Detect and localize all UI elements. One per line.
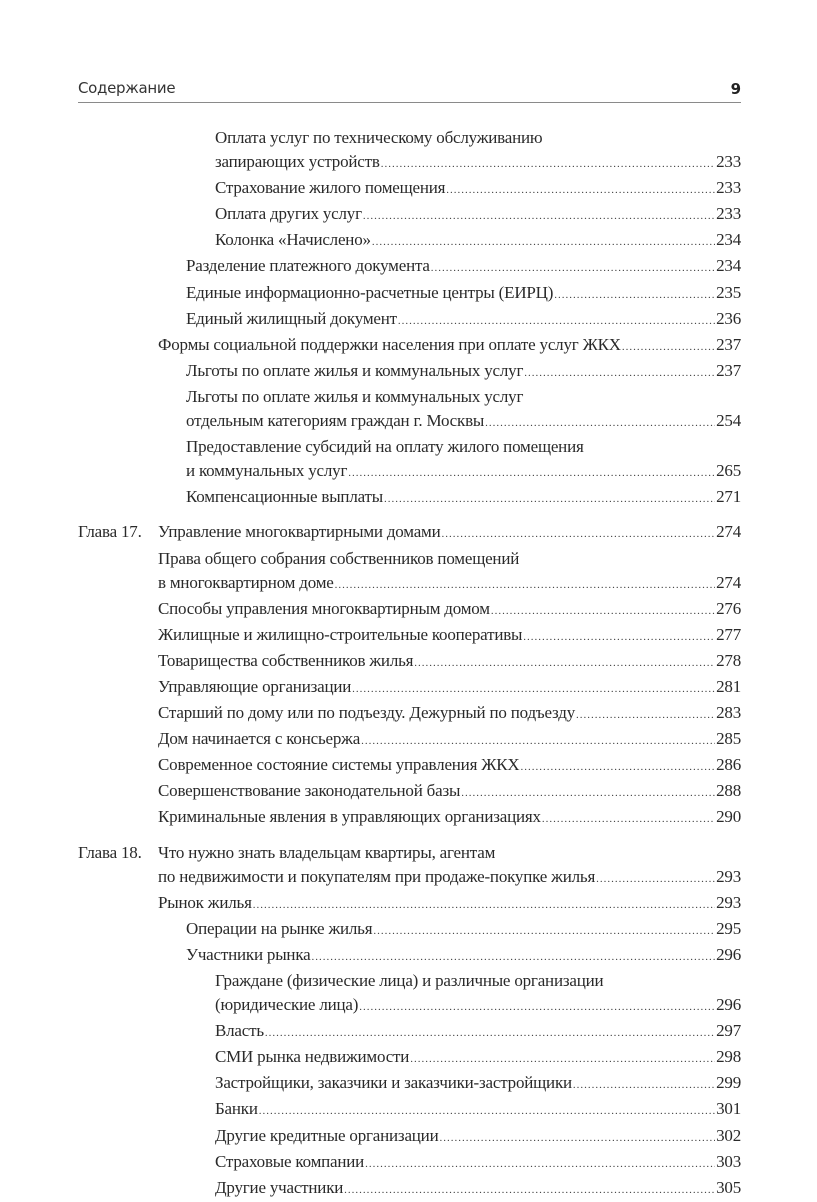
dot-leader bbox=[352, 677, 715, 701]
entry-page-number: 277 bbox=[716, 624, 741, 644]
dot-leader bbox=[446, 178, 715, 202]
dot-leader bbox=[439, 1126, 715, 1150]
entry-title: по недвижимости и покупателям при продаже-покупке жилья bbox=[158, 866, 596, 886]
entry-title: Страховые компании bbox=[215, 1151, 365, 1171]
toc-entry[interactable] bbox=[78, 1176, 741, 1202]
toc-entry[interactable] bbox=[78, 943, 741, 969]
entry-title: Старший по дому или по подъезду. Дежурный по подъезду bbox=[158, 703, 576, 723]
entry-page-number: 286 bbox=[716, 755, 741, 775]
dot-leader bbox=[384, 487, 715, 511]
entry-page-number: 295 bbox=[716, 918, 741, 938]
dot-leader bbox=[398, 309, 715, 333]
page-number: 9 bbox=[730, 80, 741, 98]
toc-entry[interactable] bbox=[78, 1124, 741, 1150]
toc-entry[interactable] bbox=[78, 779, 741, 805]
dot-leader bbox=[576, 703, 715, 727]
chapter-label: Глава 17. bbox=[78, 522, 142, 542]
toc-entry[interactable] bbox=[78, 126, 741, 176]
toc-entry[interactable] bbox=[78, 891, 741, 917]
dot-leader bbox=[259, 1099, 715, 1123]
toc-entry[interactable] bbox=[78, 917, 741, 943]
entry-title-line: Граждане (физические лица) и различные организации bbox=[215, 971, 604, 990]
entry-page-number: 303 bbox=[716, 1151, 741, 1171]
entry-title-line: Что нужно знать владельцам квартиры, агентам bbox=[158, 842, 496, 862]
toc-entry[interactable] bbox=[78, 281, 741, 307]
entry-title: Совершенствование законодательной базы bbox=[158, 781, 461, 801]
toc-entry[interactable] bbox=[78, 649, 741, 675]
entry-page-number: 254 bbox=[716, 411, 741, 431]
toc-entry[interactable] bbox=[78, 1019, 741, 1045]
entry-title: Страхование жилого помещения bbox=[215, 178, 446, 198]
entry-page-number: 290 bbox=[716, 807, 741, 827]
entry-page-number: 301 bbox=[716, 1099, 741, 1119]
entry-page-number: 305 bbox=[716, 1177, 741, 1197]
entry-page-number: 288 bbox=[716, 781, 741, 801]
table-of-contents bbox=[78, 126, 741, 1202]
entry-page-number: 233 bbox=[716, 204, 741, 224]
entry-title: Товарищества собственников жилья bbox=[158, 650, 414, 670]
dot-leader bbox=[381, 152, 715, 176]
toc-entry[interactable] bbox=[78, 254, 741, 280]
entry-title: Другие кредитные организации bbox=[215, 1125, 439, 1145]
entry-title: Банки bbox=[215, 1099, 258, 1119]
dot-leader bbox=[596, 867, 715, 891]
dot-leader bbox=[521, 755, 716, 779]
entry-page-number: 237 bbox=[716, 360, 741, 380]
entry-page-number: 293 bbox=[716, 892, 741, 912]
dot-leader bbox=[442, 522, 716, 546]
dot-leader bbox=[335, 573, 715, 597]
dot-leader bbox=[363, 204, 715, 228]
dot-leader bbox=[344, 1178, 715, 1202]
toc-entry[interactable] bbox=[78, 202, 741, 228]
toc-entry[interactable] bbox=[78, 1097, 741, 1123]
entry-title-line: Права общего собрания собственников помещений bbox=[158, 548, 520, 568]
entry-title: Дом начинается с консьержа bbox=[158, 729, 361, 749]
entry-page-number: 271 bbox=[716, 487, 741, 507]
toc-entry[interactable] bbox=[78, 333, 741, 359]
dot-leader bbox=[373, 919, 715, 943]
entry-page-number: 234 bbox=[716, 256, 741, 276]
toc-entry[interactable] bbox=[78, 727, 741, 753]
entry-page-number: 236 bbox=[716, 308, 741, 328]
dot-leader bbox=[253, 893, 715, 917]
dot-leader bbox=[359, 995, 715, 1019]
entry-page-number: 293 bbox=[716, 866, 741, 886]
entry-title: Компенсационные выплаты bbox=[186, 487, 383, 507]
dot-leader bbox=[461, 781, 715, 805]
dot-leader bbox=[372, 230, 715, 254]
entry-title: СМИ рынка недвижимости bbox=[215, 1047, 410, 1067]
entry-title: Рынок жилья bbox=[158, 892, 252, 912]
entry-title: Криминальные явления в управляющих организациях bbox=[158, 807, 541, 827]
toc-entry[interactable] bbox=[78, 969, 741, 1019]
header-title: Содержание bbox=[78, 79, 176, 97]
dot-leader bbox=[431, 256, 715, 280]
entry-title: Единые информационно-расчетные центры (ЕИРЦ) bbox=[186, 282, 554, 302]
entry-title: (юридические лица) bbox=[215, 995, 359, 1015]
entry-page-number: 297 bbox=[716, 1021, 741, 1041]
dot-leader bbox=[523, 625, 715, 649]
entry-title: Современное состояние системы управления ЖКХ bbox=[158, 755, 520, 775]
entry-page-number: 298 bbox=[716, 1047, 741, 1067]
entry-title: запирающих устройств bbox=[215, 152, 380, 172]
toc-entry[interactable] bbox=[78, 753, 741, 779]
dot-leader bbox=[573, 1073, 715, 1097]
toc-entry[interactable] bbox=[78, 307, 741, 333]
entry-title: Формы социальной поддержки населения при оплате услуг ЖКХ bbox=[158, 334, 621, 354]
entry-title: Власть bbox=[215, 1021, 264, 1041]
entry-title-line: Льготы по оплате жилья и коммунальных услуг bbox=[186, 386, 524, 406]
entry-title: Льготы по оплате жилья и коммунальных услуг bbox=[186, 360, 524, 380]
toc-chapter-entry[interactable] bbox=[78, 520, 741, 546]
toc-entry[interactable] bbox=[78, 701, 741, 727]
toc-entry[interactable] bbox=[78, 1045, 741, 1071]
entry-title: Другие участники bbox=[215, 1177, 344, 1197]
dot-leader bbox=[311, 945, 715, 969]
toc-entry[interactable] bbox=[78, 435, 741, 485]
entry-page-number: 233 bbox=[716, 178, 741, 198]
entry-title: Управляющие организации bbox=[158, 676, 352, 696]
dot-leader bbox=[361, 729, 715, 753]
entry-page-number: 235 bbox=[716, 282, 741, 302]
entry-page-number: 234 bbox=[716, 230, 741, 250]
entry-title: Жилищные и жилищно-строительные кооперативы bbox=[158, 624, 523, 644]
entry-page-number: 233 bbox=[716, 152, 741, 172]
dot-leader bbox=[491, 599, 715, 623]
toc-entry[interactable] bbox=[78, 547, 741, 597]
entry-page-number: 296 bbox=[716, 995, 741, 1015]
dot-leader bbox=[524, 361, 715, 385]
entry-title: Разделение платежного документа bbox=[186, 256, 430, 276]
toc-entry[interactable] bbox=[78, 675, 741, 701]
entry-page-number: 281 bbox=[716, 676, 741, 696]
entry-title: Участники рынка bbox=[186, 944, 311, 964]
entry-page-number: 276 bbox=[716, 598, 741, 618]
entry-page-number: 237 bbox=[716, 334, 741, 354]
toc-entry[interactable] bbox=[78, 623, 741, 649]
entry-title: Управление многоквартирными домами bbox=[158, 522, 441, 542]
toc-entry[interactable] bbox=[78, 176, 741, 202]
entry-title: и коммунальных услуг bbox=[186, 461, 348, 481]
dot-leader bbox=[554, 283, 715, 307]
entry-page-number: 265 bbox=[716, 461, 741, 481]
entry-title: Способы управления многоквартирным домом bbox=[158, 598, 490, 618]
dot-leader bbox=[414, 651, 715, 675]
entry-page-number: 278 bbox=[716, 650, 741, 670]
entry-title: Единый жилищный документ bbox=[186, 308, 397, 328]
toc-entry[interactable] bbox=[78, 228, 741, 254]
toc-entry[interactable] bbox=[78, 359, 741, 385]
dot-leader bbox=[410, 1047, 715, 1071]
entry-page-number: 283 bbox=[716, 703, 741, 723]
entry-page-number: 274 bbox=[716, 522, 741, 542]
chapter-label: Глава 18. bbox=[78, 842, 142, 862]
entry-title: Операции на рынке жилья bbox=[186, 918, 373, 938]
running-header bbox=[78, 78, 741, 103]
toc-entry[interactable] bbox=[78, 805, 741, 831]
dot-leader bbox=[365, 1152, 715, 1176]
toc-entry[interactable] bbox=[78, 1150, 741, 1176]
entry-title: Оплата других услуг bbox=[215, 204, 362, 224]
toc-entry[interactable] bbox=[78, 597, 741, 623]
dot-leader bbox=[265, 1021, 715, 1045]
entry-page-number: 274 bbox=[716, 572, 741, 592]
entry-title: Застройщики, заказчики и заказчики-застройщики bbox=[215, 1073, 572, 1093]
dot-leader bbox=[542, 807, 715, 831]
dot-leader bbox=[348, 461, 715, 485]
dot-leader bbox=[485, 411, 715, 435]
entry-title: в многоквартирном доме bbox=[158, 572, 334, 592]
entry-title-line: Оплата услуг по техническому обслуживанию bbox=[215, 128, 543, 147]
toc-entry[interactable] bbox=[78, 1071, 741, 1097]
dot-leader bbox=[622, 335, 715, 359]
entry-page-number: 296 bbox=[716, 944, 741, 964]
toc-chapter-entry[interactable] bbox=[78, 841, 741, 891]
entry-page-number: 285 bbox=[716, 729, 741, 749]
toc-entry[interactable] bbox=[78, 385, 741, 435]
entry-page-number: 302 bbox=[716, 1125, 741, 1145]
entry-title-line: Предоставление субсидий на оплату жилого помещения bbox=[186, 437, 584, 457]
toc-entry[interactable] bbox=[78, 485, 741, 511]
entry-title: отдельным категориям граждан г. Москвы bbox=[186, 411, 485, 431]
entry-title: Колонка «Начислено» bbox=[215, 230, 371, 250]
entry-page-number: 299 bbox=[716, 1073, 741, 1093]
